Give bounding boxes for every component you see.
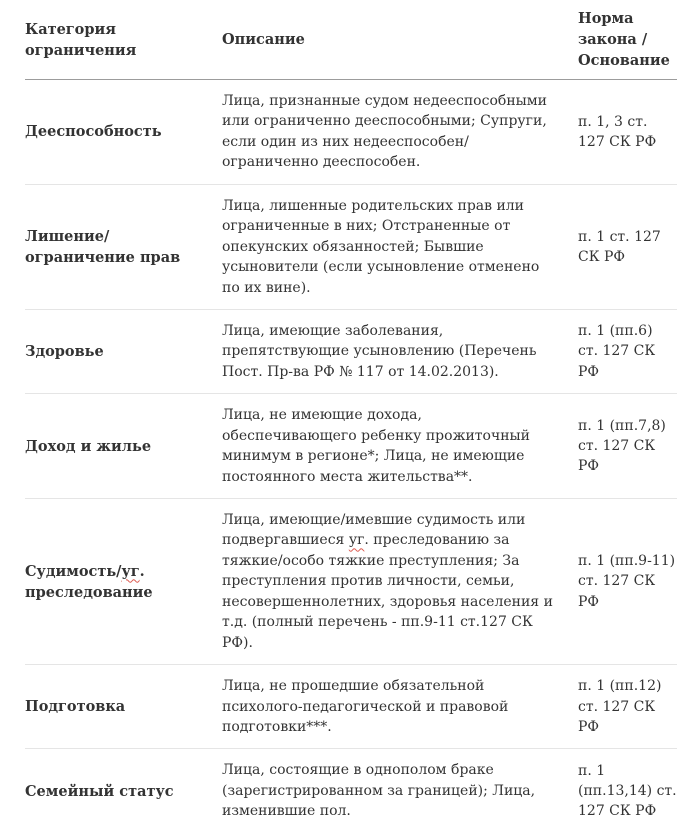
text-segment: Семейный статус — [25, 782, 174, 800]
category-cell — [25, 341, 222, 362]
table-row — [25, 80, 677, 185]
text-segment: Лишение/ограничение прав — [25, 227, 181, 266]
norm-cell: п. 1 (пп.9-11) ст. 127 СК РФ — [578, 553, 676, 610]
text-segment: Лица, признанные судом недееспособными или ограниченно дееспособными; Супруги, если один из них недееспособен/ограниченно дееспособен. — [222, 93, 548, 171]
norm-cell: п. 1 (пп.12) ст. 127 СК РФ — [578, 678, 662, 735]
misspelled-word: уг — [121, 562, 140, 580]
misspelled-word: уг — [348, 532, 365, 549]
description-cell — [222, 405, 578, 487]
text-segment: Лица, состоящие в однополом браке (зарегистрированном за границей); Лица, изменившие пол. — [222, 762, 536, 820]
table-row — [25, 749, 677, 832]
header-category: Категория ограничения — [25, 20, 137, 59]
description-cell — [222, 510, 578, 653]
text-segment: Здоровье — [25, 343, 104, 361]
table-row — [25, 394, 677, 499]
description-cell — [222, 760, 578, 821]
description-cell — [222, 196, 578, 298]
text-segment: Лица, не прошедшие обязательной психолого-педагогической и правовой подготовки***. — [222, 678, 509, 735]
text-segment: . преследованию за тяжкие/особо тяжкие преступления; За преступления против личности, семьи, несовершеннолетних, здоровья населения и т.д. (полный перечень - пп.9-11 ст.127 СК РФ). — [222, 532, 553, 651]
norm-cell: п. 1 (пп.7,8) ст. 127 СК РФ — [578, 417, 666, 475]
category-cell — [25, 436, 222, 457]
description-cell — [222, 91, 578, 173]
text-segment: Судимость/ — [25, 562, 122, 580]
table-row — [25, 665, 677, 749]
table-row — [25, 499, 677, 665]
text-segment: Лица, имеющие заболевания, препятствующие усыновлению (Перечень Пост. Пр-ва РФ № 117 от 14.02.2013). — [222, 322, 537, 380]
category-cell — [25, 696, 222, 717]
table-header-row — [25, 0, 677, 80]
table-row — [25, 310, 677, 394]
table-body — [25, 80, 677, 833]
description-cell — [222, 676, 578, 737]
text-segment: Лица, имеющие/имевшие судимость или подвергавшиеся — [222, 512, 526, 549]
norm-cell: п. 1 (пп.6) ст. 127 СК РФ — [578, 323, 656, 380]
text-segment: Подготовка — [25, 698, 126, 716]
description-cell — [222, 321, 578, 382]
text-segment: Дееспособность — [25, 123, 162, 141]
text-segment: . преследование — [25, 562, 153, 601]
table-row — [25, 185, 677, 310]
category-cell — [25, 781, 222, 802]
norm-cell: п. 1 ст. 127 СК РФ — [578, 228, 661, 265]
text-segment: Лица, лишенные родительских прав или ограниченные в них; Отстраненные от опекунских обязанностей; Бывшие усыновители (если усыновление отменено по их вине). — [222, 197, 540, 296]
text-segment: Лица, не имеющие дохода, обеспечивающего ребенку прожиточный минимум в регионе*; Лица, не имеющие постоянного места жительства**. — [222, 407, 531, 485]
norm-cell: п. 1, 3 ст. 127 СК РФ — [578, 113, 657, 150]
category-cell — [25, 121, 222, 142]
header-norm: Норма закона / Основание — [578, 10, 670, 70]
norm-cell: п. 1 (пп.13,14) ст. 127 СК РФ — [578, 762, 677, 820]
text-segment: Доход и жилье — [25, 437, 152, 455]
header-description: Описание — [222, 31, 305, 49]
category-cell — [25, 226, 222, 268]
category-cell — [25, 561, 222, 603]
